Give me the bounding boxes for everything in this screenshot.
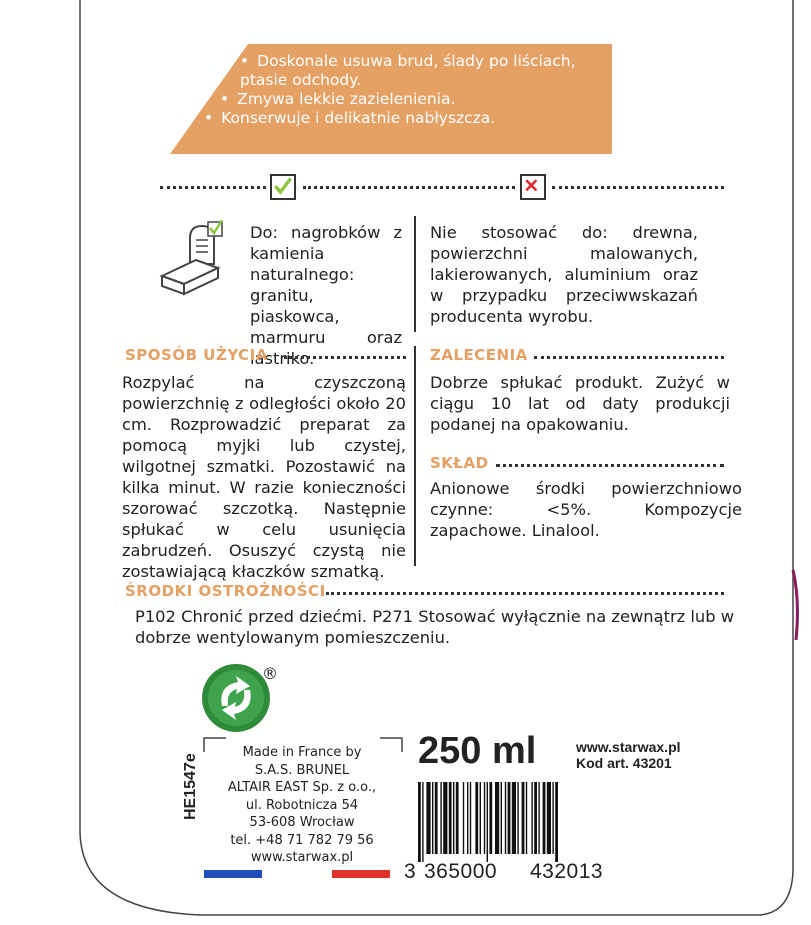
barcode-bar (555, 782, 558, 862)
flag-blue-stripe (204, 870, 262, 878)
barcode-bar (505, 782, 506, 854)
method-text: Rozpylać na czyszczoną powierzchnię z odległości około 20 cm. Rozprowadzić preparat za pomocą myjki lub czystej, wilgotnej szmatki. Pozostawić na kilka minut. W razie konieczności szorować szczotką. Następnie spłukać w celu usunięcia zabrudzeń. Osuszyć czystą nie zostawiającą kłaczków szmatką. (122, 373, 406, 581)
barcode-bar (501, 782, 502, 854)
column-divider (414, 216, 416, 332)
method-heading: SPOSÓB UŻYCIA (125, 346, 268, 364)
barcode-bar (470, 782, 471, 854)
composition-heading: SKŁAD (430, 454, 489, 472)
barcode-bar (422, 782, 423, 862)
barcode-bar (463, 782, 464, 854)
registered-mark: ® (262, 664, 278, 683)
barcode-bar (534, 782, 537, 854)
barcode-bar (443, 782, 447, 854)
website: www.starwax.pl (576, 739, 681, 755)
article-code: Kod art. 43201 (576, 755, 672, 771)
composition-text: Anionowe środki powierzchniowo czynne: <5%. Kompozycje zapachowe. Linalool. (430, 479, 742, 540)
benefit-item: • Doskonale usuwa brud, ślady po liściach, ptasie odchody. (200, 52, 580, 90)
flag-red-stripe (332, 870, 390, 878)
barcode-bar (489, 782, 492, 854)
producer-line: ul. Robotnicza 54 (245, 797, 359, 813)
use-for-text: Do: nagrobków z kamienia naturalnego: granitu, piaskowca, marmuru oraz lastriko. (250, 223, 402, 368)
barcode-bar (508, 782, 511, 854)
barcode-bar (480, 782, 481, 854)
barcode-bar (526, 782, 527, 854)
dotted-separator (534, 356, 724, 359)
precautions-text: P102 Chronić przed dziećmi. P271 Stosować wyłącznie na zewnątrz lub w dobrze wentylowanym pomieszczeniu. (135, 607, 735, 647)
benefits-list (200, 52, 580, 128)
recommendation-heading: ZALECENIA (430, 346, 528, 364)
barcode-bar (453, 782, 454, 854)
barcode-bar (484, 782, 485, 854)
producer-line: Made in France by (242, 745, 362, 760)
barcode-bar (517, 782, 518, 854)
gravestone-icon (156, 218, 236, 298)
barcode-bar (552, 782, 553, 854)
barcode-bar (512, 782, 516, 854)
barcode-bar (426, 782, 430, 854)
barcode-bar (543, 782, 546, 854)
precautions-heading: ŚRODKI OSTROŻNOŚCI (125, 582, 326, 600)
benefit-item: • Konserwuje i delikatnie nabłyszcza. (200, 109, 580, 128)
barcode-bar (538, 782, 539, 854)
barcode-bar (495, 782, 499, 854)
lot-code: HE1547e (182, 753, 199, 820)
barcode-bar (467, 782, 468, 854)
producer-line: www.starwax.pl (250, 850, 354, 865)
do-not-use-text: Nie stosować do: drewna, powierzchni malowanych, lakierowanych, aluminium oraz w przypadku przeciwwskazań producenta wyrobu. (430, 223, 698, 326)
volume: 250 ml (418, 730, 537, 772)
benefit-item: • Zmywa lekkie zazielenienia. (200, 90, 580, 109)
dotted-separator (496, 464, 724, 467)
dotted-separator (303, 186, 515, 189)
producer-line: ALTAIR EAST Sp. z o.o., (227, 780, 377, 795)
producer-line: tel. +48 71 782 79 56 (230, 832, 374, 848)
barcode-bar (531, 782, 532, 854)
barcode-first-digit: 3 (404, 860, 417, 883)
barcode-bar (435, 782, 438, 854)
barcode-bar (475, 782, 478, 854)
barcode-bar (456, 782, 459, 854)
dotted-separator (552, 186, 724, 189)
barcode-bar (440, 782, 441, 854)
barcode-bar (487, 782, 488, 862)
cross-icon (520, 174, 546, 200)
dotted-separator (284, 356, 406, 359)
producer-info (212, 744, 392, 867)
checkmark-icon (270, 174, 296, 200)
producer-line: 53-608 Wrocław (249, 815, 355, 830)
barcode-bar (547, 782, 551, 854)
barcode (418, 782, 640, 862)
producer-line: S.A.S. BRUNEL (254, 762, 350, 778)
barcode-left-digits: 365000 (424, 860, 498, 883)
column-divider (414, 346, 416, 566)
barcode-right-digits: 432013 (530, 860, 604, 883)
barcode-bar (449, 782, 452, 854)
barcode-bar (418, 782, 421, 862)
barcode-bar (432, 782, 433, 854)
barcode-bar (522, 782, 525, 854)
dotted-separator (326, 592, 724, 595)
recommendation-text: Dobrze spłukać produkt. Zużyć w ciągu 10 lat od daty produkcji podanej na opakowaniu. (430, 373, 730, 434)
dotted-separator (160, 186, 266, 189)
